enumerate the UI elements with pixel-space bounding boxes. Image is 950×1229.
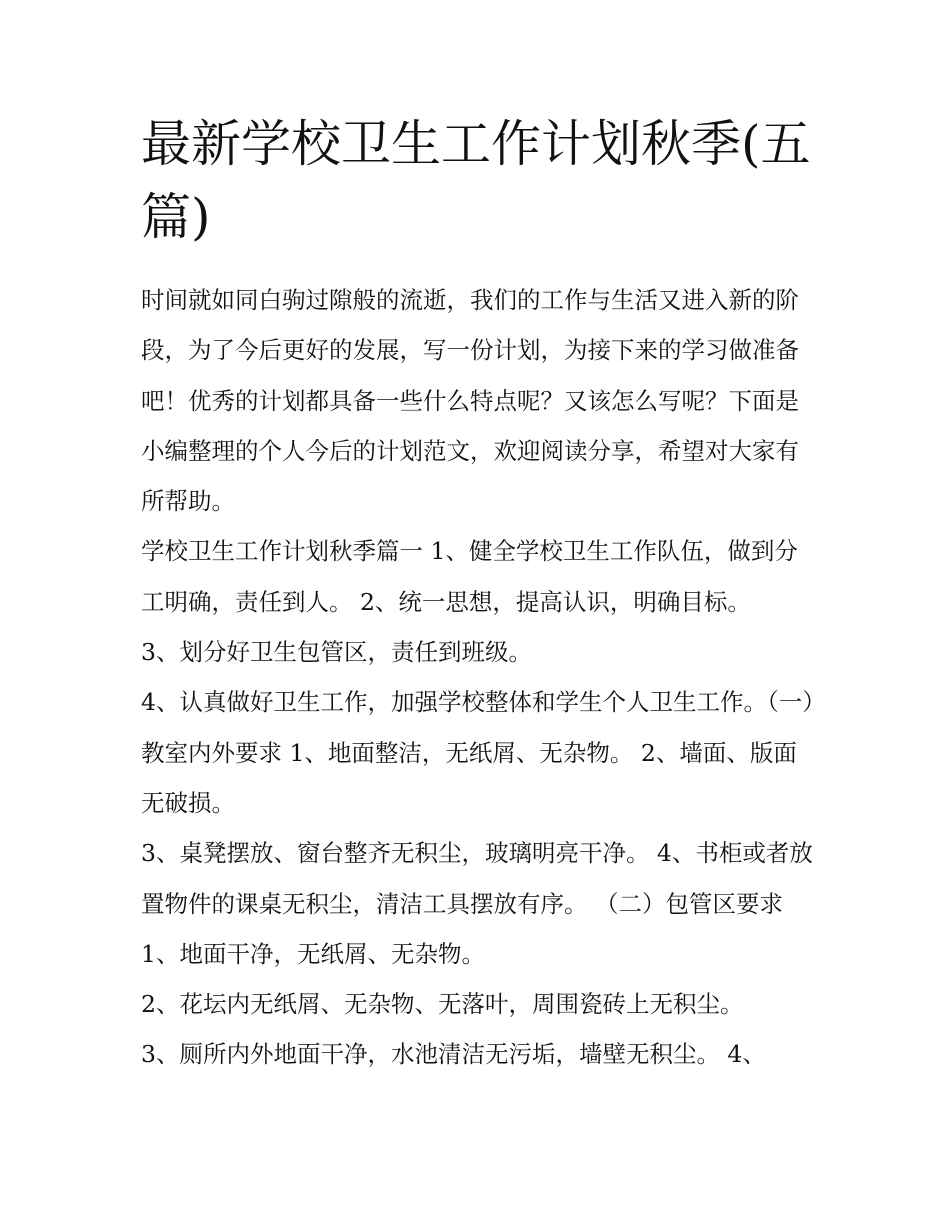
intro-paragraph: 时间就如同白驹过隙般的流逝，我们的工作与生活又进入新的阶段，为了今后更好的发展，写一份计划，为接下来的学习做准备吧！优秀的计划都具备一些什么特点呢？又该怎么写呢？下面是小编整理的个人今后的计划范文，欢迎阅读分享，希望对大家有所帮助。	[141, 286, 799, 516]
body-paragraph: 4、认真做好卫生工作，加强学校整体和学生个人卫生工作。（一）教室内外要求 1、地面整洁，无纸屑、无杂物。 2、墙面、版面无破损。	[141, 688, 814, 817]
body-paragraph: 2、花坛内无纸屑、无杂物、无落叶，周围瓷砖上无积尘。	[141, 990, 744, 1019]
document-page	[141, 108, 817, 1080]
body-paragraph: 学校卫生工作计划秋季篇一 1、健全学校卫生工作队伍，做到分工明确，责任到人。 2、统一思想，提高认识，明确目标。	[141, 537, 798, 616]
body-paragraph: 3、划分好卫生包管区，责任到班级。	[141, 638, 532, 667]
body-paragraph: 3、桌凳摆放、窗台整齐无积尘，玻璃明亮干净。 4、书柜或者放置物件的课桌无积尘，清洁工具摆放有序。 （二）包管区要求 1、地面干净，无纸屑、无杂物。	[141, 839, 813, 968]
body-paragraph: 3、厕所内外地面干净，水池清洁无污垢，墙壁无积尘。 4、	[141, 1040, 766, 1069]
document-title: 最新学校卫生工作计划秋季(五篇)	[141, 115, 811, 246]
